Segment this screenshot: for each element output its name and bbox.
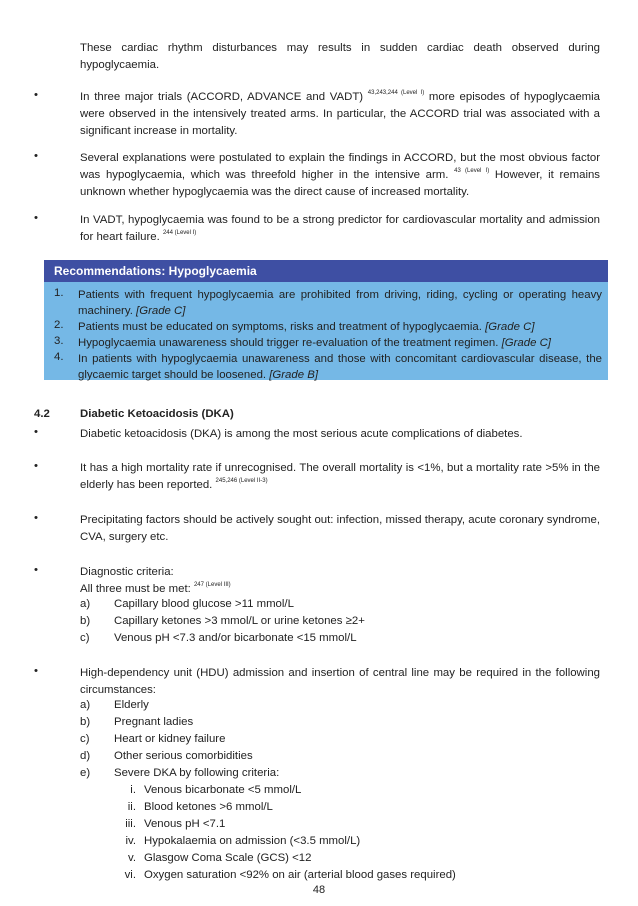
recommendation-grade: [Grade C] (501, 337, 551, 349)
recommendation-grade: [Grade C] (136, 305, 186, 317)
recommendation-grade: [Grade C] (485, 321, 535, 333)
bullet-dot: • (34, 426, 38, 438)
recommendation-grade: [Grade B] (269, 369, 318, 381)
bullet-text-cont: more episodes of hypoglycaemia were observed in the intensively treated arms. In particular, the ACCORD trial was associated with a significant increase in mortality. (80, 91, 601, 137)
reference: 245,246 (Level II-3) (215, 478, 268, 484)
bullet-text: In VADT, hypoglycaemia was found to be a strong predictor for cardiovascular mortality and admission for heart failure. (80, 214, 600, 243)
section-title: Diabetic Ketoacidosis (DKA) (80, 408, 234, 420)
document-page: These cardiac rhythm disturbances may results in sudden cardiac death observed during hypoglycaemia. • In three major trials (ACCORD, ADVANCE and VADT) $^{43,243,244 (Level I)}$ more episodes of hypoglycaemia were observed in the intensively treated arms. In particular, the ACCORD trial was associated with a significant increase in mortality. • Several explanations were postulated to explain the findings in ACCORD, but the most obvious factor was hypoglycaemia, which was threefold higher in the intensive arm. $^{43 (Level I)}$ However, it remains unknown whether hypoglycaemia was the direct cause of increased mortality. • In VADT, hypoglycaemia was found to be a strong predictor for cardiovascular mortality and admission for heart failure. $^{244 (Level I)}$ Recommendations: Hypoglycaemia 1. Patients with frequent hypoglycaemia are prohibited from driving, riding, cycling or operating heavy machinery. [Grade C] 2. Patients must be educated on symptoms, risks and treatment of hypoglycaemia. [Grade C] 3. Hypoglycaemia unawareness should trigger re-evaluation of the treatment regimen. [Grade C] 4. In patients with hypoglycaemia unawareness and those with concomitant cardiovascular disease, the glycaemic target should be loosened. [Grade B] 4.2 Diabetic Ketoacidosis (DKA) • Diabetic ketoacidosis (DKA) is among the most serious acute complications of diabetes. • It has a high mortality rate if unrecognised. The overall mortality is <1%, but a mortality rate >5% in the elderly has been reported. $^{245,246 (Level II-3)}$ • Precipitating factors should be actively sought out: infection, missed therapy, acute coronary syndrome, CVA, surgery etc. • Diagnostic criteria: All three must be met: $^{247 (Level III)}$ a) Capillary blood glucose >11 mmol/L b) Capillary ketones >3 mmol/L or urine ketones ≥2+ c) Venous pH <7.3 and/or bicarbonate <15 mmol/L • High-dependency unit (HDU) admission and insertion of central line may be required in the following circumstances: a) Elderly b) Pregnant ladies c) Heart or kidney failure d) Other serious comorbidities e) Severe DKA by following criteria: i. Venous bicarbonate <5 mmol/L ii. Blood ketones >6 mmol/L iii. Venous pH <7.1 iv. Hypokalaemia on admission (<3.5 mmol/L) v. Glasgow Coma Scale (GCS) <12 vi. Oxygen saturation <92% on air (arterial blood gases required) 48 (0, 0, 638, 906)
recommendation-text: Patients with frequent hypoglycaemia are prohibited from driving, riding, cycling or operating heavy machinery. (78, 289, 602, 317)
bullet-text: Diabetic ketoacidosis (DKA) is among the most serious acute complications of diabetes. (80, 428, 523, 440)
bullet-text: In three major trials (ACCORD, ADVANCE and VADT) (80, 91, 364, 103)
bullet-dot: • (34, 665, 38, 677)
diagnostic-subtitle: All three must be met: (80, 583, 191, 595)
page-number: 48 (312, 884, 326, 896)
recommendation-number: 1. (54, 287, 64, 299)
recommendation-number: 4. (54, 351, 64, 363)
recommendation-text: Hypoglycaemia unawareness should trigger re-evaluation of the treatment regimen. (78, 337, 499, 349)
recommendations-box (44, 260, 608, 380)
bullet-text-cont: However, it remains unknown whether hypoglycaemia was the direct cause of increased mortality. (80, 169, 601, 198)
bullet-dot: • (34, 564, 38, 576)
recommendation-number: 3. (54, 335, 64, 347)
recommendations-title: Recommendations: Hypoglycaemia (44, 260, 608, 282)
diagnostic-title: Diagnostic criteria: (80, 566, 174, 578)
reference: 244 (Level I) (162, 230, 197, 236)
reference: 43 (Level I) (454, 168, 490, 174)
recommendation-text: In patients with hypoglycaemia unawareness and those with concomitant cardiovascular disease, the glycaemic target should be loosened. (78, 353, 602, 381)
bullet-text: High-dependency unit (HDU) admission and insertion of central line may be required in the following circumstances: (80, 667, 600, 696)
reference: 247 (Level III) (193, 582, 231, 588)
bullet-text: It has a high mortality rate if unrecognised. The overall mortality is <1%, but a mortality rate >5% in the elderly has been reported. (80, 462, 600, 491)
bullet-dot: • (34, 512, 38, 524)
bullet-text: Precipitating factors should be actively sought out: infection, missed therapy, acute coronary syndrome, CVA, surgery etc. (80, 514, 600, 543)
bullet-dot: • (34, 89, 38, 101)
bullet-text: Several explanations were postulated to explain the findings in ACCORD, but the most obvious factor was hypoglycaemia, which was threefold higher in the intensive arm. (80, 152, 600, 181)
bullet-dot: • (34, 150, 38, 162)
bullet-dot: • (34, 212, 38, 224)
continuation-paragraph: These cardiac rhythm disturbances may results in sudden cardiac death observed during hypoglycaemia. (80, 42, 600, 71)
recommendation-number: 2. (54, 319, 64, 331)
bullet-dot: • (34, 460, 38, 472)
reference: 43,243,244 (Level I) (367, 90, 425, 96)
section-number: 4.2 (34, 408, 50, 420)
recommendation-text: Patients must be educated on symptoms, risks and treatment of hypoglycaemia. (78, 321, 482, 333)
